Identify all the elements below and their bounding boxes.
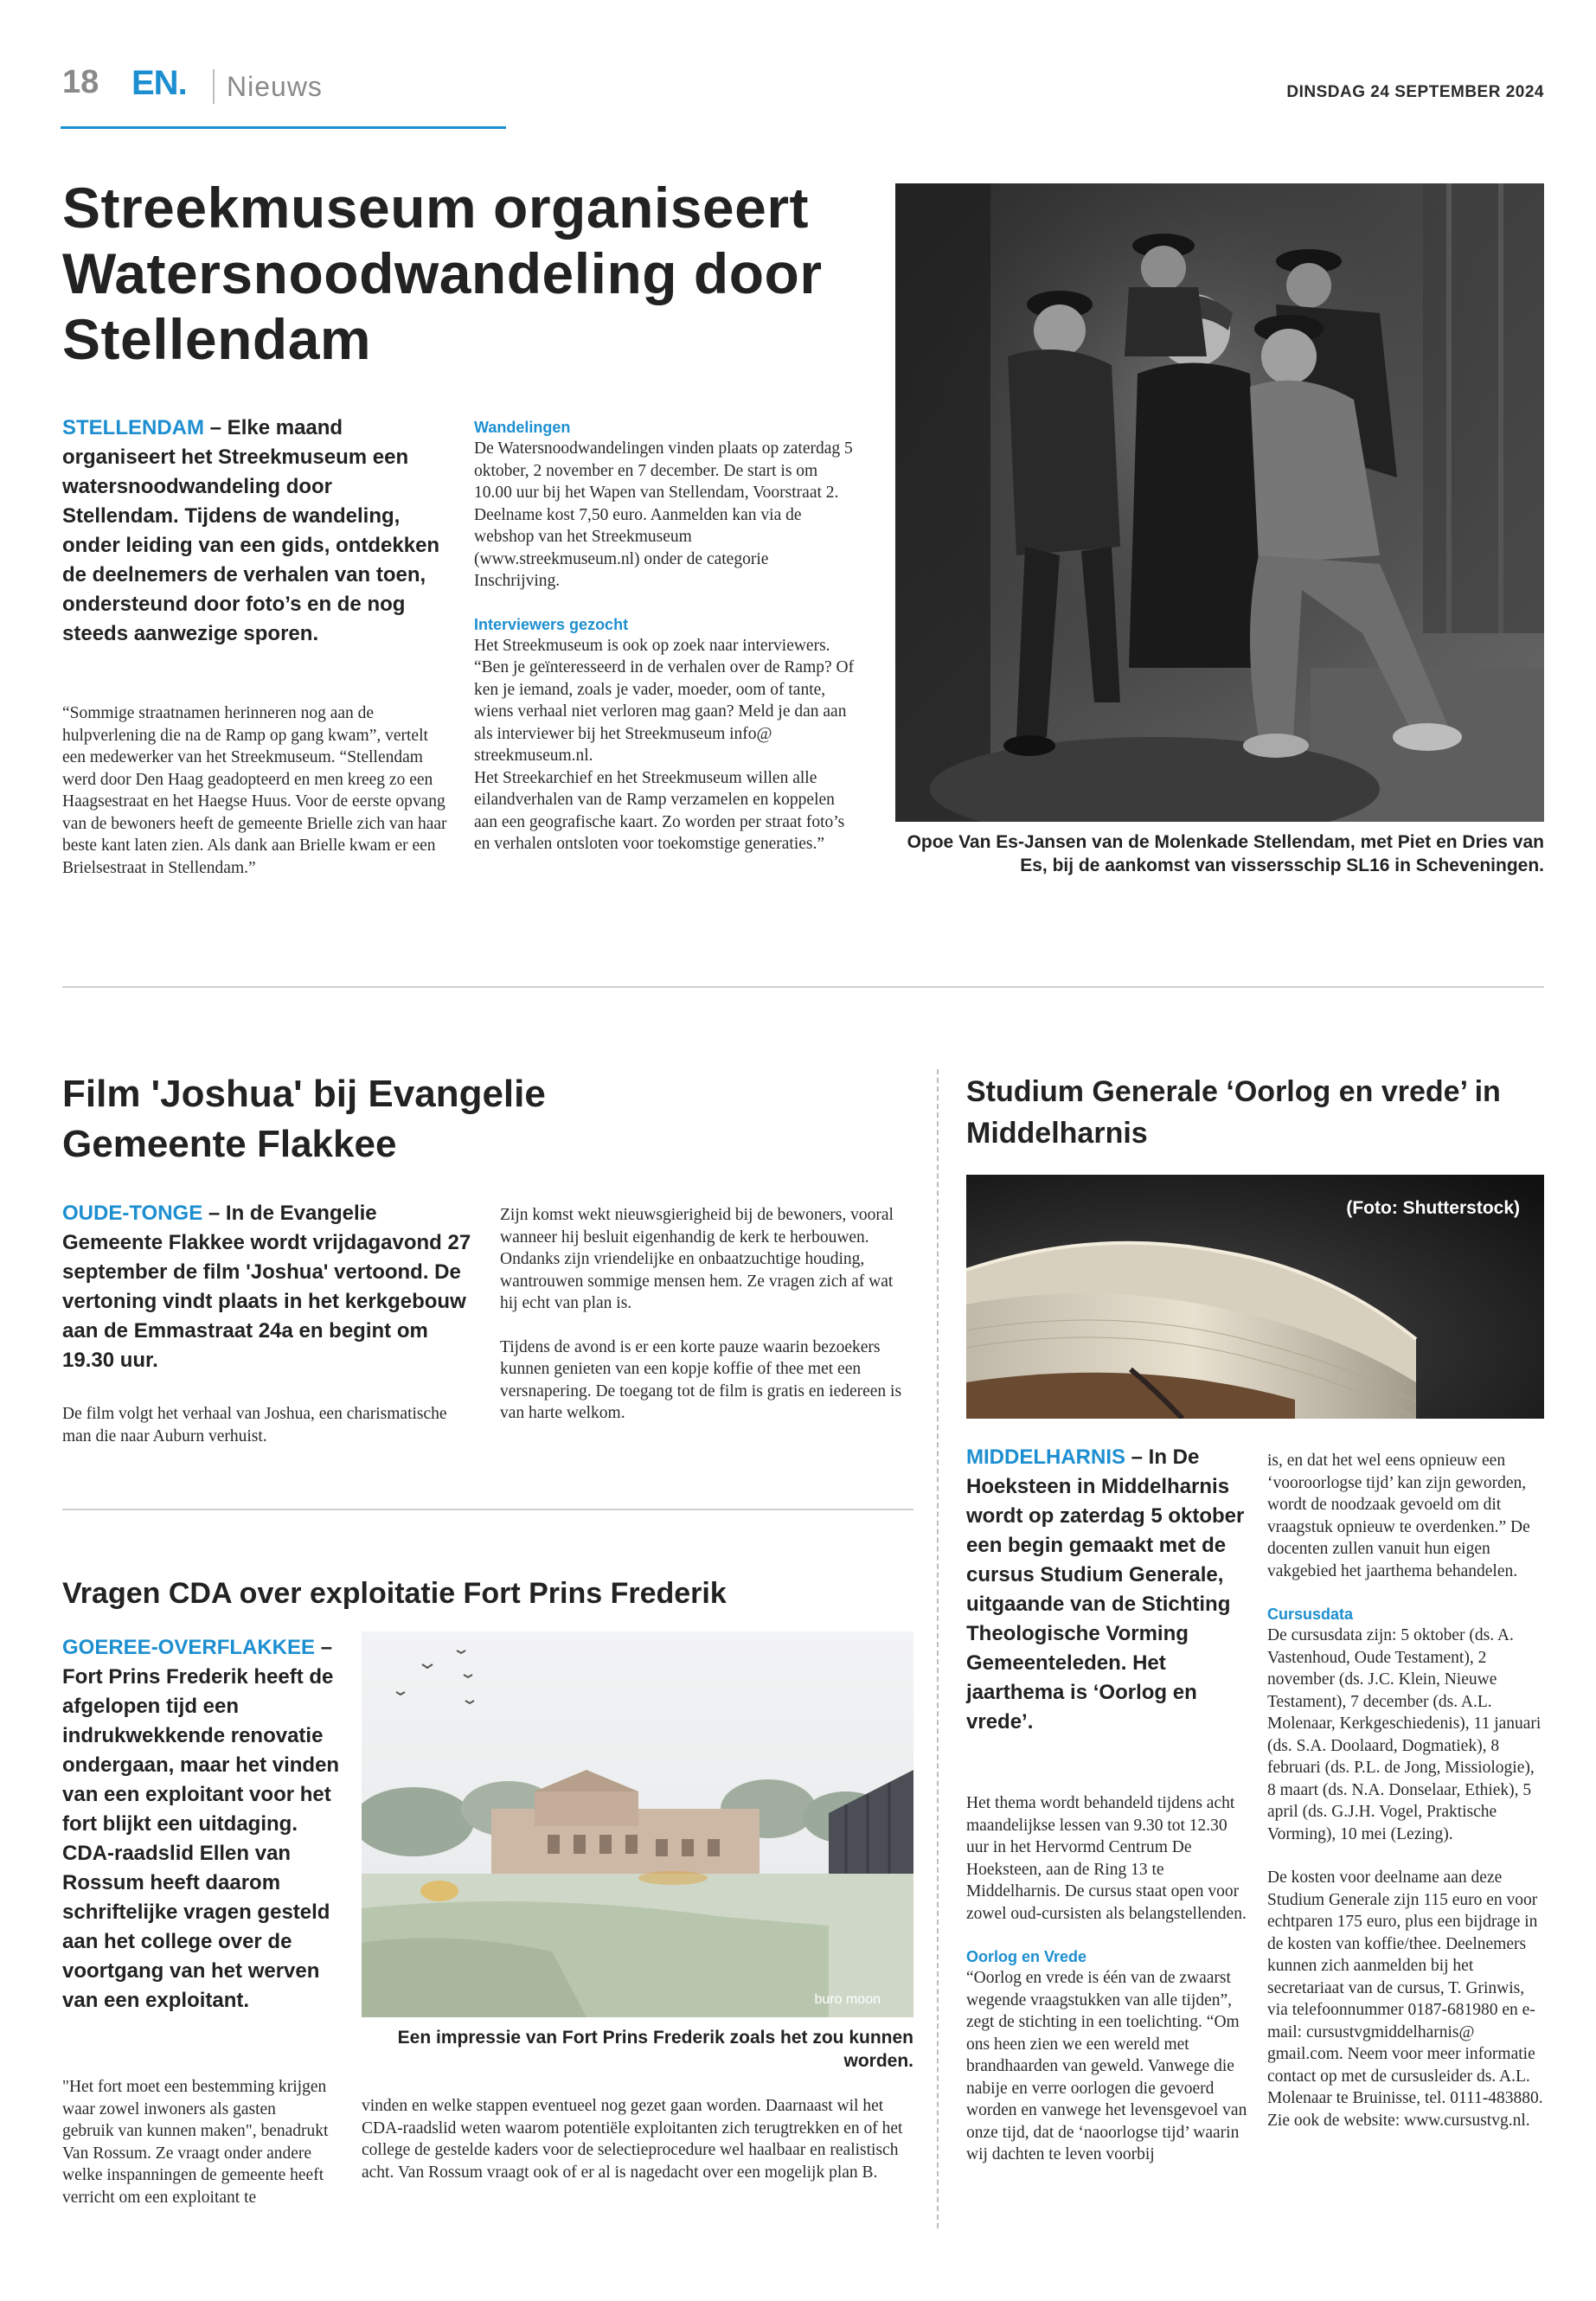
article4-column2 (1267, 1450, 1544, 2131)
article-divider (62, 1509, 913, 1510)
article3-column2 (362, 2095, 913, 2183)
column-divider (937, 1069, 939, 2228)
article4-column1 (966, 1792, 1247, 2166)
article4-headline: Studium Generale ‘Oorlog en vrede’ in Middelharnis (966, 1075, 1501, 1150)
article4-subheading-oorlog: Oorlog en Vrede (966, 1948, 1087, 1965)
article1-paragraph: Het Streekarchief en het Streekmuseum willen alle eilandverhalen van de Ramp verzamelen en koppelen aan een geografische kaart. Zo worden per straat foto’s en verhalen ontsloten voor toekomstige generaties.” (474, 768, 845, 853)
article2-paragraph: Zijn komst wekt nieuwsgierigheid bij de bewoners, vooral wanneer hij besluit eigenhandig de kerk te herbouwen. Ondanks zijn vriendelijke en onbaatzuchtige houding, wantrouwen sommige mensen hem. Ze vragen zich af wat hij echt van plan is. (500, 1206, 894, 1312)
article3-paragraph: "Het fort moet een bestemming krijgen waar zowel inwoners als gasten gebruik van kunnen maken", benadrukt Van Rossum. Ze vraagt onder andere welke inspanningen de gemeente heeft verricht om een exploitant te (62, 2078, 329, 2207)
article3-dateline: GOEREE-OVERFLAKKEE (62, 1636, 316, 1659)
page-number: 18 (62, 64, 99, 100)
flood-rescue-photo (895, 183, 1544, 822)
article4-paragraph: “Oorlog en vrede is één van de zwaarst wegende vraagstukken van alle tijden”, zegt de stichting in een toelichting. “Om ons heen zien we een wereld met brandhaarden van geweld. Vanwege die nabije en verre oorlogen die gevoerd worden en vanwege het levensgevoel van onze tijd, dat de ‘naoorlogse tijd’ waarin wij dachten te leven voorbij (966, 1969, 1247, 2163)
article1-dateline: STELLENDAM (62, 416, 204, 439)
article4-lead-text: – In De Hoeksteen in Middelharnis wordt op zaterdag 5 oktober een begin gemaakt met de cursus Studium Generale, uitgaande van de Stichting Theologische Vorming Gemeenteleden. Het jaarthema is ‘Oorlog en vrede’. (966, 1445, 1245, 1734)
article4-lead (966, 1443, 1256, 1737)
article3-photo-caption: Een impressie van Fort Prins Frederik zoals het zou kunnen worden. (397, 2028, 913, 2071)
section-divider (62, 986, 1544, 988)
article2-headline: Film 'Joshua' bij Evangelie Gemeente Flakkee (62, 1073, 546, 1165)
article3-column1 (62, 2076, 330, 2208)
article4-paragraph: De kosten voor deelname aan deze Studium Generale zijn 115 euro en voor echtparen 175 euro, plus een bijdrage in de kosten van koffie/thee. Deelnemers kunnen zich aanmelden bij het secretariaat van de cursus, T. Grinwis, via telefoonnummer 0187-681980 en e-mail: cursustvgmiddelharnis@ gmail.com. Neem voor meer informatie contact op met de cursusleider ds. A.L. Molenaar te Bruinisse, tel. 0111-483880. Zie ook de website: www.cursustvg.nl. (1267, 1868, 1543, 2130)
image-watermark: buro moon (814, 1992, 881, 2007)
article1-photo-caption: Opoe Van Es-Jansen van de Molenkade Stellendam, met Piet en Dries van Es, bij de aankomst van vissersschip SL16 in Scheveningen. (907, 832, 1544, 875)
issue-date: DINSDAG 24 SEPTEMBER 2024 (1286, 83, 1544, 101)
article2-paragraph: De film volgt het verhaal van Joshua, een charismatische man die naar Auburn verhuist. (62, 1405, 447, 1445)
bible-photo (966, 1175, 1544, 1419)
article2-dateline: OUDE-TONGE (62, 1202, 203, 1225)
fort-impression-image (362, 1631, 913, 2017)
article2-lead-text: – In de Evangelie Gemeente Flakkee wordt vrijdagavond 27 september de film 'Joshua' vertoond. De vertoning vindt plaats in het kerkgebouw aan de Emmastraat 24a en begint om 19.30 uur. (62, 1202, 471, 1372)
article1-subheading-interviewers: Interviewers gezocht (474, 615, 629, 633)
article2-column2 (500, 1204, 913, 1425)
article4-paragraph: De cursusdata zijn: 5 oktober (ds. A. Vastenhoud, Oude Testament), 2 november (ds. J.C. Klein, Nieuwe Testament), 7 december (ds. A.L. Molenaar, Kerkgeschiedenis), 11 januari (ds. S.A. Doolaard, Dogmatiek), 8 februari (ds. P.L. de Jong, Missiologie), 8 maart (ds. N.A. Donselaar, Ethiek), 5 april (ds. G.J.H. Vogel, Praktische Vorming), 10 mei (Lezing). (1267, 1626, 1542, 1843)
article1-subheading-wandelingen: Wandelingen (474, 419, 571, 436)
article1-lead (62, 413, 450, 649)
article1-headline: Streekmuseum organiseert Watersnoodwandeling door Stellendam (62, 176, 823, 371)
newspaper-logo: EN. (131, 64, 187, 102)
article1-lead-text: – Elke maand organiseert het Streekmuseum een watersnoodwandeling door Stellendam. Tijdens de wandeling, onder leiding van een gids, ontdekken de deelnemers de verhalen van toen, ondersteund door foto’s en de nog steeds aanwezige sporen. (62, 416, 440, 645)
article1-paragraph: De Watersnoodwandelingen vinden plaats op zaterdag 5 oktober, 2 november en 7 december. De start is om 10.00 uur bij het Wapen van Stellendam, Voorstraat 2. Deelname kost 7,50 euro. Aanmelden kan via de webshop van het Streekmuseum (www.streekmuseum.nl) onder de categorie Inschrijving. (474, 439, 853, 590)
article4-paragraph: is, en dat het wel eens opnieuw een ‘vooroorlogse tijd’ kan zijn geworden, wordt de noodzaak gevoeld om dit vraagstuk opnieuw te overdenken.” De docenten zullen vanuit hun eigen vakgebied het jaarthema behandelen. (1267, 1452, 1530, 1580)
article2-column1 (62, 1403, 452, 1447)
article1-column1 (62, 702, 452, 879)
article4-dateline: MIDDELHARNIS (966, 1445, 1125, 1469)
article2-lead (62, 1199, 478, 1375)
article1-column2 (474, 417, 855, 856)
header-accent-line (61, 126, 506, 129)
header-separator (213, 69, 215, 104)
article3-paragraph: vinden en welke stappen eventueel nog gezet gaan worden. Daarnaast wil het CDA-raadslid weten waarom potentiële exploitanten zich terugtrekken en of het college de gestelde kaders voor de selectieprocedure wel haalbaar en realistisch acht. Van Rossum vraagt ook of er al is nagedacht over een mogelijk plan B. (362, 2097, 903, 2182)
article4-paragraph: Het thema wordt behandeld tijdens acht maandelijkse lessen van 9.30 tot 12.30 uur in het Hervormd Centrum De Hoeksteen, aan de Ring 13 te Middelharnis. De cursus staat open voor zowel oud-cursisten als belangstellenden. (966, 1794, 1247, 1923)
photo-credit: (Foto: Shutterstock) (1346, 1198, 1520, 1218)
article1-paragraph: Het Streekmuseum is ook op zoek naar interviewers. “Ben je geïnteresseerd in de verhalen over de Ramp? Of ken je iemand, zoals je vader, moeder, oom of tante, wiens verhaal niet verloren mag gaan? Meld je dan aan als interviewer bij het Streekmuseum info@ streekmuseum.nl. (474, 636, 855, 765)
article4-subheading-cursusdata: Cursusdata (1267, 1606, 1354, 1623)
article3-lead-text: – Fort Prins Frederik heeft de afgelopen tijd een indrukwekkende renovatie ondergaan, maar het vinden van een exploitant voor het fort blijkt een uitdaging. CDA-raadslid Ellen van Rossum heeft daarom schriftelijke vragen gesteld aan het college over de voortgang van het werven van een exploitant. (62, 1636, 340, 2012)
article1-paragraph: “Sommige straatnamen herinneren nog aan de hulpverlening die na de Ramp op gang kwam”, vertelt een medewerker van het Streekmuseum. “Stellendam werd door Den Haag geadopteerd en men kreeg zo een Haagsestraat en het Haegse Huus. Voor de eerste opvang van de bewoners heeft de gemeente Brielle zich van haar beste kant laten zien. Als dank aan Brielle kwam er een Brielsestraat in Stellendam.” (62, 704, 447, 877)
article3-lead (62, 1633, 348, 2016)
article3-headline: Vragen CDA over exploitatie Fort Prins Frederik (62, 1577, 727, 1610)
section-name: Nieuws (227, 71, 323, 102)
article2-paragraph: Tijdens de avond is er een korte pauze waarin bezoekers kunnen genieten van een kopje koffie of thee met een versnapering. De toegang tot de film is gratis en iedereen is van harte welkom. (500, 1337, 902, 1422)
